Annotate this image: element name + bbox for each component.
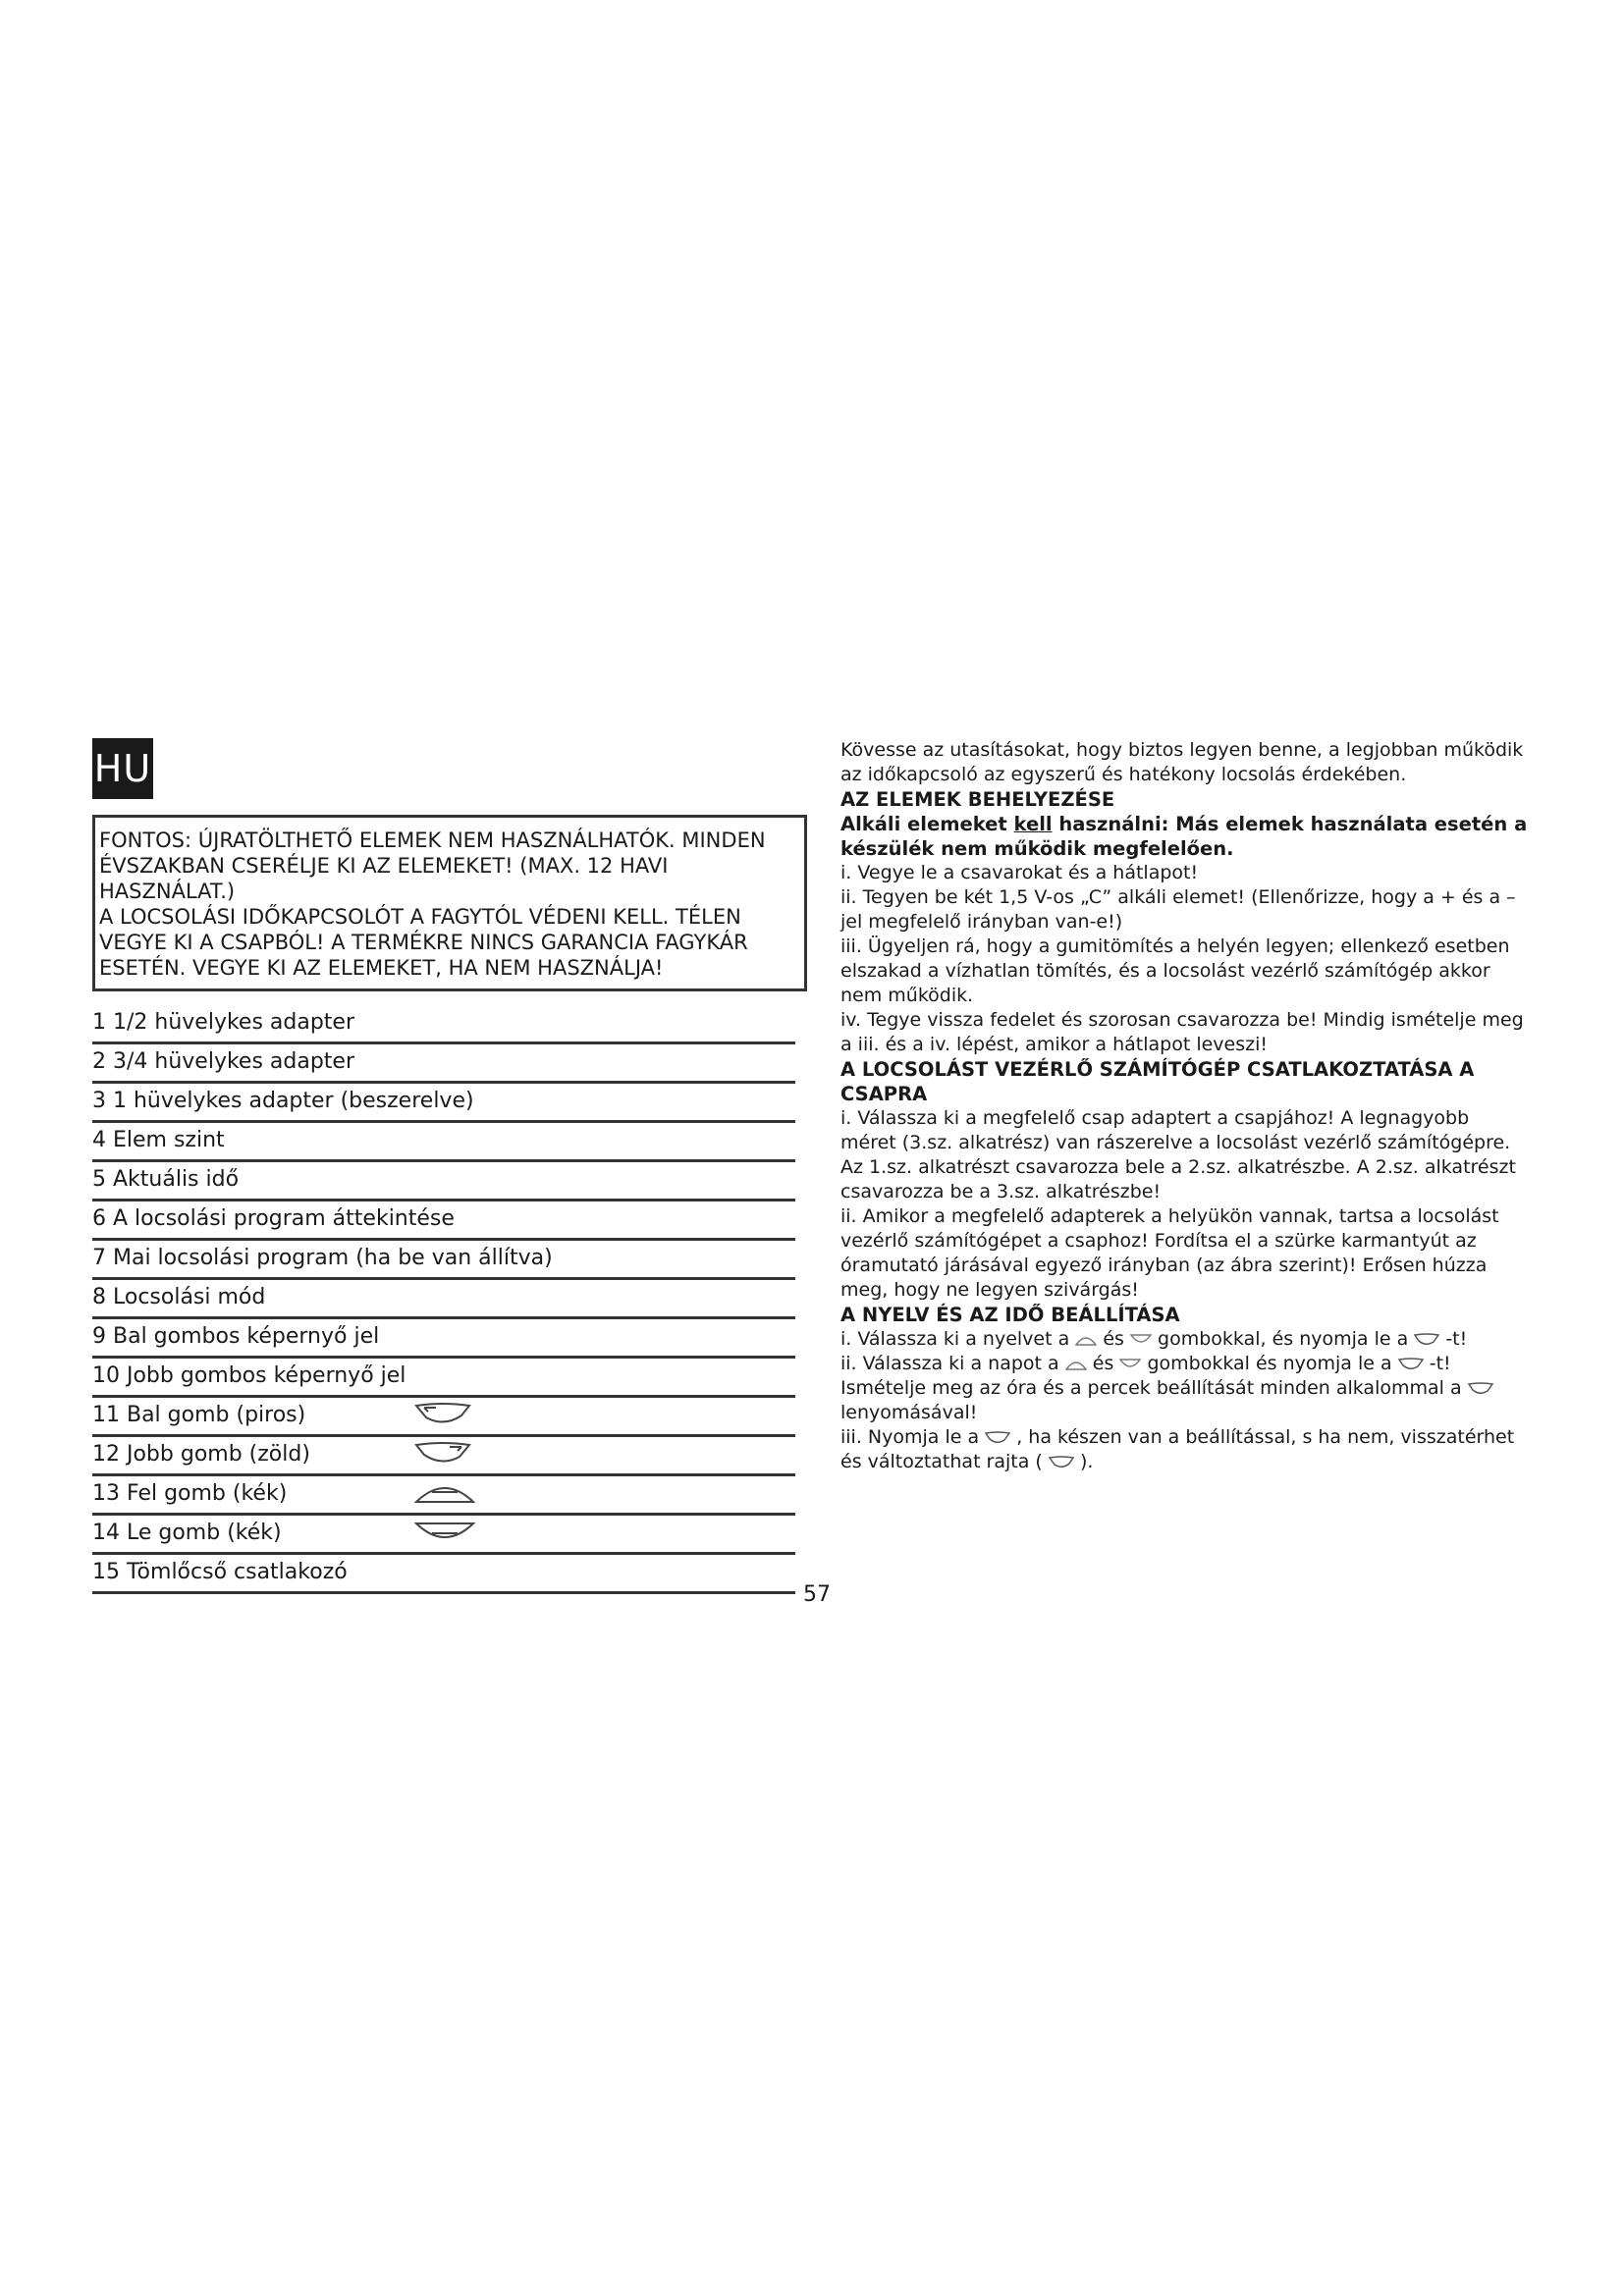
- part-label: 12 Jobb gomb (zöld): [92, 1442, 310, 1467]
- text-fragment: Ismételje meg az óra és a percek beállítását minden alkalommal a: [840, 1377, 1462, 1399]
- right-button-icon: [1468, 1382, 1493, 1396]
- part-label: 14 Le gomb (kék): [92, 1521, 282, 1545]
- right-button-icon: [985, 1431, 1010, 1445]
- part-label: 1 1/2 hüvelykes adapter: [92, 1010, 355, 1035]
- text-fragment: és: [1092, 1353, 1114, 1374]
- part-label: 6 A locsolási program áttekintése: [92, 1206, 455, 1231]
- warning-box: [92, 815, 807, 991]
- part-label: 15 Tömlőcső csatlakozó: [92, 1560, 348, 1584]
- part-label: 11 Bal gomb (piros): [92, 1403, 306, 1427]
- part-label: 5 Aktuális idő: [92, 1167, 240, 1192]
- text-fragment: , ha készen van a beállítással, s ha nem, visszatérhet és változtathat rajta (: [840, 1426, 1515, 1472]
- text-fragment: -t!: [1445, 1328, 1468, 1350]
- battery-warning-emphasis: kell: [1013, 813, 1053, 835]
- battery-warning-pre: Alkáli elemeket: [840, 813, 1014, 835]
- part-label: 8 Locsolási mód: [92, 1285, 266, 1309]
- part-label: 2 3/4 hüvelykes adapter: [92, 1049, 355, 1074]
- text-fragment: ).: [1079, 1451, 1094, 1472]
- part-label: 10 Jobb gombos képernyő jel: [92, 1363, 406, 1388]
- battery-warning: [840, 812, 1528, 861]
- warning-text-batteries: FONTOS: ÚJRATÖLTHETŐ ELEMEK NEM HASZNÁLHATÓK. MINDEN ÉVSZAKBAN CSERÉLJE KI AZ ELEMEKET! (MAX. 12 HAVI HASZNÁLAT.): [99, 828, 766, 903]
- part-label: 13 Fel gomb (kék): [92, 1481, 288, 1506]
- up-button-icon: [1075, 1333, 1097, 1347]
- page-number: 57: [803, 1582, 831, 1607]
- language-step-2: [840, 1352, 1528, 1425]
- part-label: 7 Mai locsolási program (ha be van állítva): [92, 1246, 553, 1270]
- battery-warning-post: használni: Más elemek használata esetén a készülék nem működik megfelelően.: [840, 813, 1528, 860]
- part-label: 3 1 hüvelykes adapter (beszerelve): [92, 1089, 474, 1113]
- section-heading-language: A NYELV ÉS AZ IDŐ BEÁLLÍTÁSA: [840, 1304, 1180, 1326]
- text-fragment: és: [1103, 1328, 1124, 1350]
- section-heading-batteries: AZ ELEMEK BEHELYEZÉSE: [840, 788, 1115, 811]
- intro-paragraph: Kövesse az utasításokat, hogy biztos legyen benne, a legjobban működik az időkapcsoló az egyszerű és hatékony locsolás érdekében.: [840, 739, 1524, 785]
- language-step-3: [840, 1425, 1528, 1474]
- right-button-icon: [1398, 1358, 1424, 1371]
- text-fragment: iii. Nyomja le a: [840, 1426, 980, 1448]
- right-button-icon: [414, 1441, 471, 1467]
- left-button-icon: [1049, 1456, 1074, 1469]
- text-fragment: gombokkal és nyomja le a: [1147, 1353, 1392, 1374]
- language-step-1: [840, 1327, 1528, 1352]
- connect-step: i. Válassza ki a megfelelő csap adaptert a csapjához! A legnagyobb méret (3.sz. alkatrész) van rászerelve a locsolást vezérlő számítógépre. Az 1.sz. alkatrészt csavarozza bele a 2.sz. alkatrészbe. A 2.sz. alkatrészt csavarozza be a 3.sz. alkatrészbe!: [840, 1107, 1516, 1202]
- parts-list: [92, 1005, 795, 1594]
- text-fragment: i. Válassza ki a nyelvet a: [840, 1328, 1070, 1350]
- down-button-icon: [1119, 1358, 1141, 1371]
- language-badge: HU: [92, 738, 153, 799]
- text-fragment: -t!: [1429, 1353, 1451, 1374]
- text-fragment: lenyomásával!: [840, 1402, 978, 1423]
- text-fragment: ii. Válassza ki a napot a: [840, 1353, 1059, 1374]
- part-label: 9 Bal gombos képernyő jel: [92, 1324, 380, 1349]
- right-button-icon: [1414, 1333, 1439, 1347]
- down-button-icon: [1130, 1333, 1152, 1347]
- warning-text-frost: A LOCSOLÁSI IDŐKAPCSOLÓT A FAGYTÓL VÉDENI KELL. TÉLEN VEGYE KI A CSAPBÓL! A TERMÉKRE NINCS GARANCIA FAGYKÁR ESETÉN. VEGYE KI AZ ELEMEKET, HA NEM HASZNÁLJA!: [99, 905, 748, 980]
- battery-step: ii. Tegyen be két 1,5 V-os „C” alkáli elemet! (Ellenőrizze, hogy a + és a – jel megfelelő irányban van-e!): [840, 886, 1516, 933]
- battery-step: i. Vegye le a csavarokat és a hátlapot!: [840, 862, 1199, 883]
- list-item: [92, 1555, 795, 1594]
- left-button-icon: [414, 1402, 471, 1427]
- battery-step: iii. Ügyeljen rá, hogy a gumitömítés a helyén legyen; ellenkező esetben elszakad a vízhatlan tömítés, és a locsolást vezérlő számítógép akkor nem működik.: [840, 935, 1510, 1006]
- up-button-icon: [414, 1480, 475, 1506]
- section-heading-connect: A LOCSOLÁST VEZÉRLŐ SZÁMÍTÓGÉP CSATLAKOZTATÁSA A CSAPRA: [840, 1058, 1475, 1105]
- text-fragment: gombokkal, és nyomja le a: [1158, 1328, 1409, 1350]
- battery-step: iv. Tegye vissza fedelet és szorosan csavarozza be! Mindig ismételje meg a iii. és a iv. lépést, amikor a hátlapot leveszi!: [840, 1009, 1524, 1055]
- connect-step: ii. Amikor a megfelelő adapterek a helyükön vannak, tartsa a locsolást vezérlő számítógépet a csaphoz! Fordítsa el a szürke karmantyút az óramutató járásával egyező irányban (az ábra szerint)! Erősen húzza meg, hogy ne legyen szivárgás!: [840, 1205, 1499, 1301]
- up-button-icon: [1065, 1358, 1087, 1371]
- instructions-column: [840, 738, 1528, 1474]
- down-button-icon: [414, 1520, 475, 1545]
- part-label: 4 Elem szint: [92, 1128, 225, 1152]
